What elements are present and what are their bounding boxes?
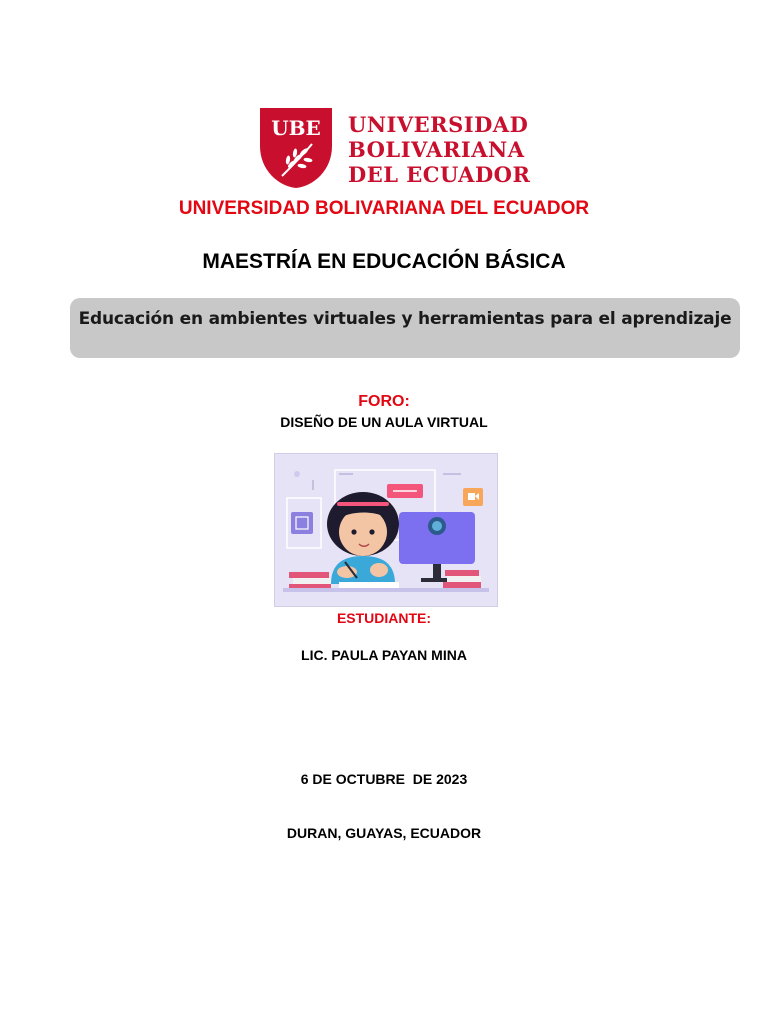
degree-title: MAESTRÍA EN EDUCACIÓN BÁSICA [202,250,566,273]
location: DURAN, GUAYAS, ECUADOR [286,825,482,841]
submission-date: 6 DE OCTUBRE DE 2023 [300,771,468,787]
student-at-computer-illustration [275,454,497,606]
forum-topic: DISEÑO DE UN AULA VIRTUAL [280,414,488,430]
forum-label: FORO: [358,393,410,410]
student-label: ESTUDIANTE: [336,610,432,626]
student-name: LIC. PAULA PAYAN MINA [301,647,467,663]
virtual-classroom-illustration [274,453,498,607]
logo-line-3: DEL ECUADOR [348,162,531,187]
course-title: Educación en ambientes virtuales y herramientas para el aprendizaje [78,309,732,329]
logo-abbreviation: UBE [271,116,321,140]
book-icon [291,512,313,534]
university-logo [258,106,531,190]
logo-line-2: BOLIVARIANA [348,137,525,162]
logo-wordmark [348,112,530,187]
course-banner [70,298,740,358]
logo-line-1: UNIVERSIDAD [348,112,529,137]
university-title: UNIVERSIDAD BOLIVARIANA DEL ECUADOR [178,198,590,219]
